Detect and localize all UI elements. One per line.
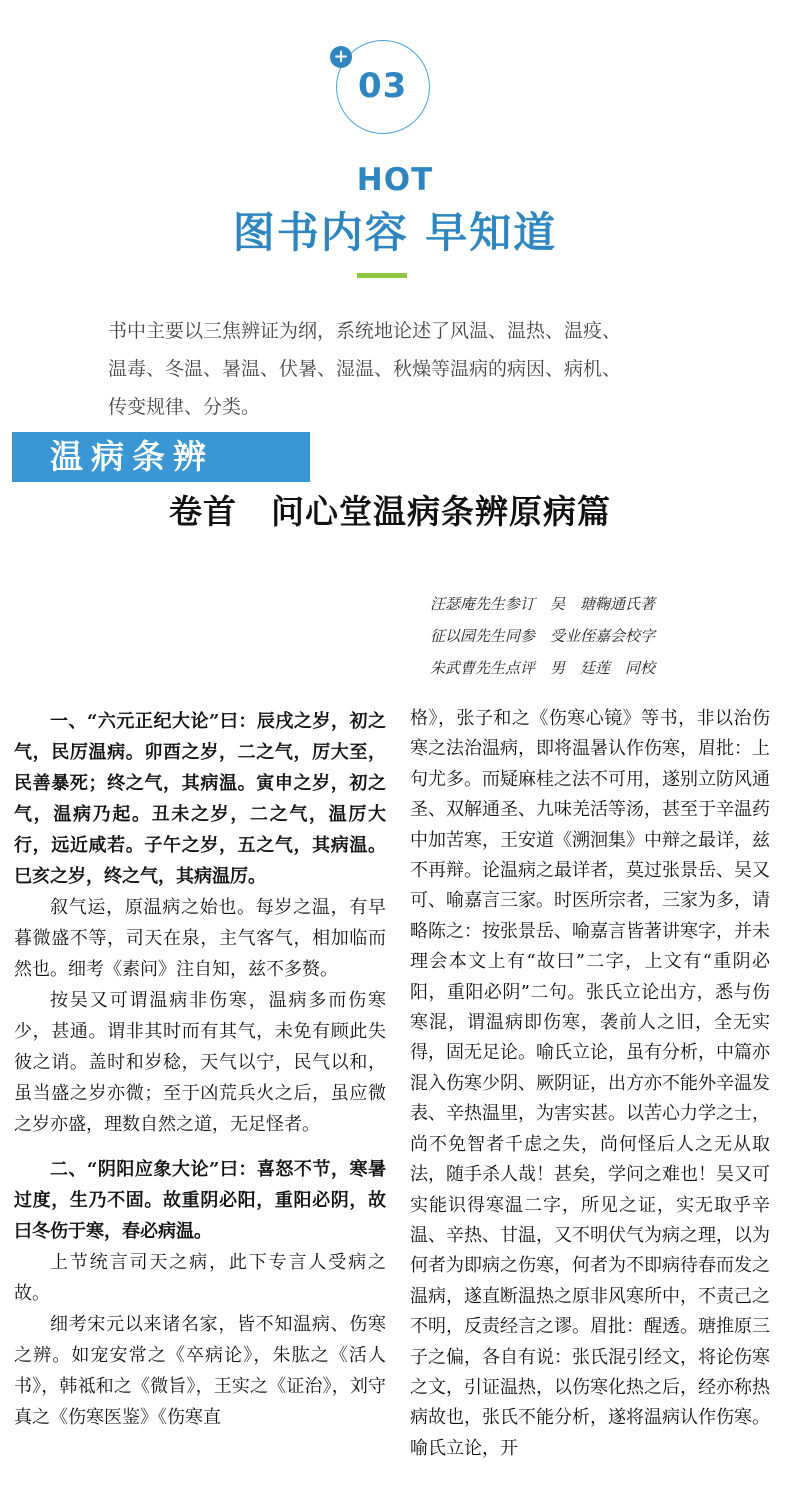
paragraph: 一、“六元正纪大论”曰：辰戌之岁，初之气，民厉温病。卯酉之岁，二之气，厉大至，民善暴死；终之气，其病温。寅申之岁，初之气，温病乃起。丑未之岁，二之气，温厉大行，远近咸若。子午之岁，五之气，其病温。巳亥之岁，终之气，其病温厉。 xyxy=(14,711,386,887)
plus-icon: + xyxy=(330,46,352,68)
paragraph: 二、“阴阳应象大论”曰：喜怒不节，寒暑过度，生乃不固。故重阴必阳，重阳必阴，故曰冬伤于寒，春必病温。 xyxy=(14,1159,386,1242)
right-text-column xyxy=(410,704,770,1464)
paragraph: 叙气运，原温病之始也。每岁之温，有早暮微盛不等，司天在泉，主气客气，相加临而然也。细考《素问》注自知，兹不多赘。 xyxy=(14,897,386,980)
paragraph: 上节统言司天之病，此下专言人受病之故。 xyxy=(14,1252,386,1304)
paragraph: 格》，张子和之《伤寒心镜》等书，非以治伤寒之法治温病，即将温暑认作伤寒，眉批：上句尤多。而疑麻桂之法不可用，遂别立防风通圣、双解通圣、九味羌活等汤，甚至于辛温药中加苦寒，王安道《溯洄集》中辩之最详，兹不再辩。论温病之最详者，莫过张景岳、吴又可、喻嘉言三家。时医所宗者，三家为多，请略陈之：按张景岳、喻嘉言皆著讲寒字，并未理会本文上有“故曰”二字，上文有“重阴必阳，重阳必阴”二句。张氏立论出方，悉与伤寒混，谓温病即伤寒，袭前人之旧，全无实得，固无足论。喻氏立论，虽有分析，中篇亦混入伤寒少阴、厥阴证，出方亦不能外辛温发表、辛热温里，为害实甚。以苦心力学之士，尚不免智者千虑之失，尚何怪后人之无从取法，随手杀人哉！甚矣，学问之难也！吴又可实能识得寒温二字，所见之证，实无取乎辛温、辛热、甘温，又不明伏气为病之理，以为何者为即病之伤寒，何者为不即病待春而发之温病，遂直断温热之原非风寒所中，不责己之不明，反责经言之谬。眉批：醒透。瑭推原三子之偏，各自有说：张氏混引经文，将论伤寒之文，引证温热，以伤寒化热之后，经亦称热病故也，张氏不能分析，遂将温病认作伤寒。喻氏立论，开 xyxy=(410,708,770,1459)
intro-line: 传变规律、分类。 xyxy=(108,396,261,418)
paragraph: 细考宋元以来诸名家，皆不知温病、伤寒之辨。如宠安常之《卒病论》，朱肱之《活人书》，韩祗和之《微旨》，王实之《证治》，刘守真之《伤寒医鉴》《伤寒直 xyxy=(14,1314,386,1428)
intro-line: 书中主要以三焦辨证为纲，系统地论述了风温、温热、温疫、 xyxy=(108,320,622,342)
hot-label: HOT xyxy=(356,162,434,198)
divider-bar xyxy=(357,273,407,278)
credit-line: 征以园先生同参 受业侄嘉会校字 xyxy=(430,627,656,645)
credit-line: 汪瑟庵先生参订 吴 瑭鞠通氏著 xyxy=(430,595,656,613)
page-headline: 图书内容 早知道 xyxy=(232,208,558,257)
intro-paragraph xyxy=(108,312,728,426)
credit-line: 朱武曹先生点评 男 廷莲 同校 xyxy=(430,659,656,677)
section-number-badge xyxy=(333,40,432,136)
book-title-label: 温病条辨 xyxy=(12,432,310,482)
credits-block xyxy=(430,588,750,684)
intro-line: 温毒、冬温、暑温、伏暑、湿温、秋燥等温病的病因、病机、 xyxy=(108,358,622,380)
paragraph: 按吴又可谓温病非伤寒，温病多而伤寒少，甚通。谓非其时而有其气，未免有顾此失彼之诮。盖时和岁稔，天气以宁，民气以和，虽当盛之岁亦微；至于凶荒兵火之后，虽应微之岁亦盛，理数自然之道，无足怪者。 xyxy=(14,990,386,1135)
chapter-title: 卷首 问心堂温病条辨原病篇 xyxy=(169,492,611,531)
section-number: 03 xyxy=(358,66,408,106)
left-text-column xyxy=(14,706,386,1433)
